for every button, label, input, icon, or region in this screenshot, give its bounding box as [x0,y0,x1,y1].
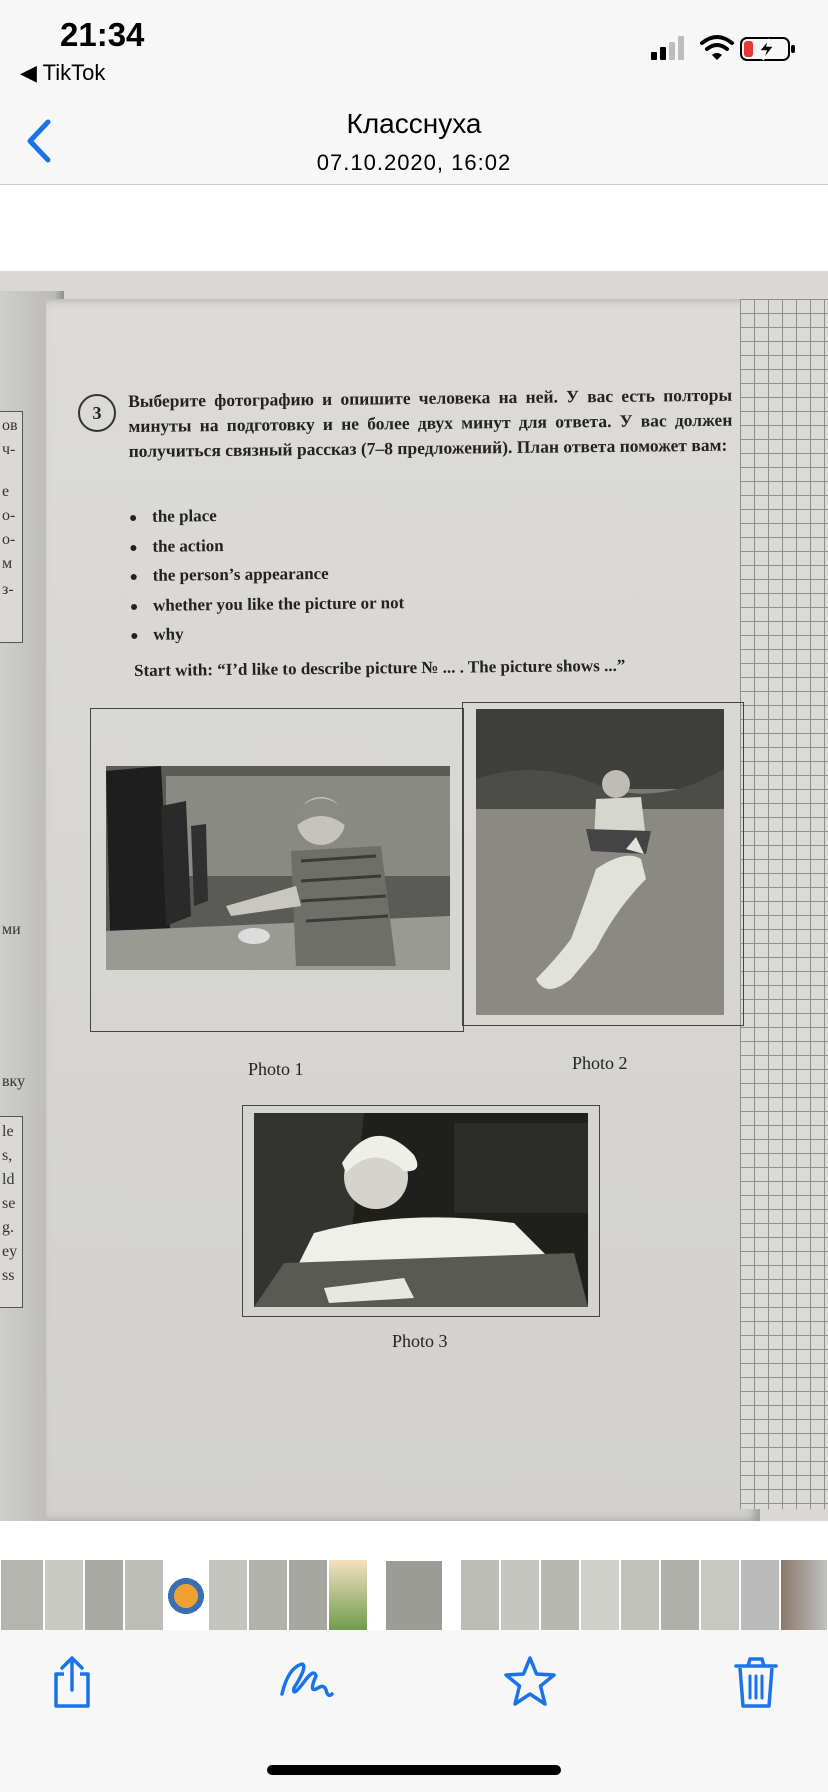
list-item: why [131,622,405,654]
list-item: the place [130,504,404,536]
thumbnail[interactable] [740,1559,780,1633]
photo-1-boy-computer [106,766,450,970]
thumbnail-strip[interactable] [0,1553,828,1630]
bullet-icon [130,545,136,551]
status-bar [0,0,828,100]
photo-date: 07.10.2020, 16:02 [316,150,512,175]
thumbnail[interactable] [288,1559,328,1633]
thumbnail[interactable] [500,1559,540,1633]
worksheet-photo [0,271,828,1521]
thumbnail[interactable] [164,1559,208,1633]
back-to-app-link[interactable]: ◀ TikTok [20,60,106,85]
bullet-icon [130,515,136,521]
nav-bar [0,100,828,185]
battery-low-charging-icon [740,36,796,62]
bullet-icon [131,574,137,580]
start-with-phrase: Start with: “I’d like to describe picture № ... . The picture shows ...” [134,655,626,680]
thumbnail[interactable] [780,1559,828,1633]
left-page-fragment: le [2,1123,14,1140]
list-item: the person’s appearance [131,563,405,595]
left-page-fragment: о- [2,507,16,524]
photo-1-caption: Photo 1 [248,1059,304,1079]
task-instructions: Выберите фотографию и опишите человека на ней. У вас есть полторы минуты на подготовку и не более двух минут для ответа. У вас должен получиться связный рассказ (7–8 предложений). План ответа поможет вам: [128,384,733,461]
left-page-fragment: s, [2,1147,13,1164]
status-time: 21:34 [60,16,145,53]
answer-plan-list [130,504,405,654]
thumbnail[interactable] [124,1559,164,1633]
thumbnail[interactable] [460,1559,500,1633]
list-item: whether you like the picture or not [131,593,405,625]
left-page-fragment: з- [2,581,14,598]
left-page-fragment: вку [2,1073,26,1090]
thumbnail[interactable] [580,1559,620,1633]
thumbnail[interactable] [44,1559,84,1633]
thumbnail[interactable] [208,1559,248,1633]
photo-3-caption: Photo 3 [392,1331,448,1351]
page-title: Класснуха [346,108,482,139]
cellular-signal-icon [651,36,689,60]
thumbnail-selected[interactable] [384,1559,444,1633]
photo-2-caption: Photo 2 [572,1053,628,1073]
list-item: the action [130,534,404,566]
thumbnail[interactable] [328,1559,368,1633]
trash-icon[interactable] [728,1654,784,1710]
left-page-fragment: se [2,1195,16,1212]
left-page-fragment: о- [2,531,16,548]
bullet-icon [131,633,137,639]
wifi-icon [700,34,734,60]
photo-3-girl-writing [254,1113,588,1307]
task-number: 3 [78,394,116,432]
thumbnail[interactable] [700,1559,740,1633]
photo-viewer[interactable] [0,185,828,1553]
thumbnail[interactable] [620,1559,660,1633]
left-page-fragment: м [2,555,13,572]
left-page-fragment: ld [2,1171,15,1188]
thumbnail[interactable] [248,1559,288,1633]
left-page-fragment: g. [2,1219,14,1236]
markup-icon[interactable] [278,1654,334,1710]
thumbnail[interactable] [660,1559,700,1633]
thumbnail[interactable] [0,1559,44,1633]
bullet-icon [131,604,137,610]
left-page-fragment: ey [2,1243,18,1260]
share-icon[interactable] [44,1654,100,1710]
home-indicator[interactable] [267,1765,561,1775]
photo-2-boy-dog [476,709,724,1015]
left-page-fragment: ми [2,921,21,938]
thumbnail[interactable] [84,1559,124,1633]
left-page-fragment: ss [2,1267,15,1284]
graph-paper [740,299,828,1509]
left-page-fragment: ов [2,417,18,434]
left-page-fragment: е [2,483,10,500]
thumbnail[interactable] [540,1559,580,1633]
left-page-fragment: ч- [2,441,16,458]
favorite-icon[interactable] [502,1654,558,1710]
